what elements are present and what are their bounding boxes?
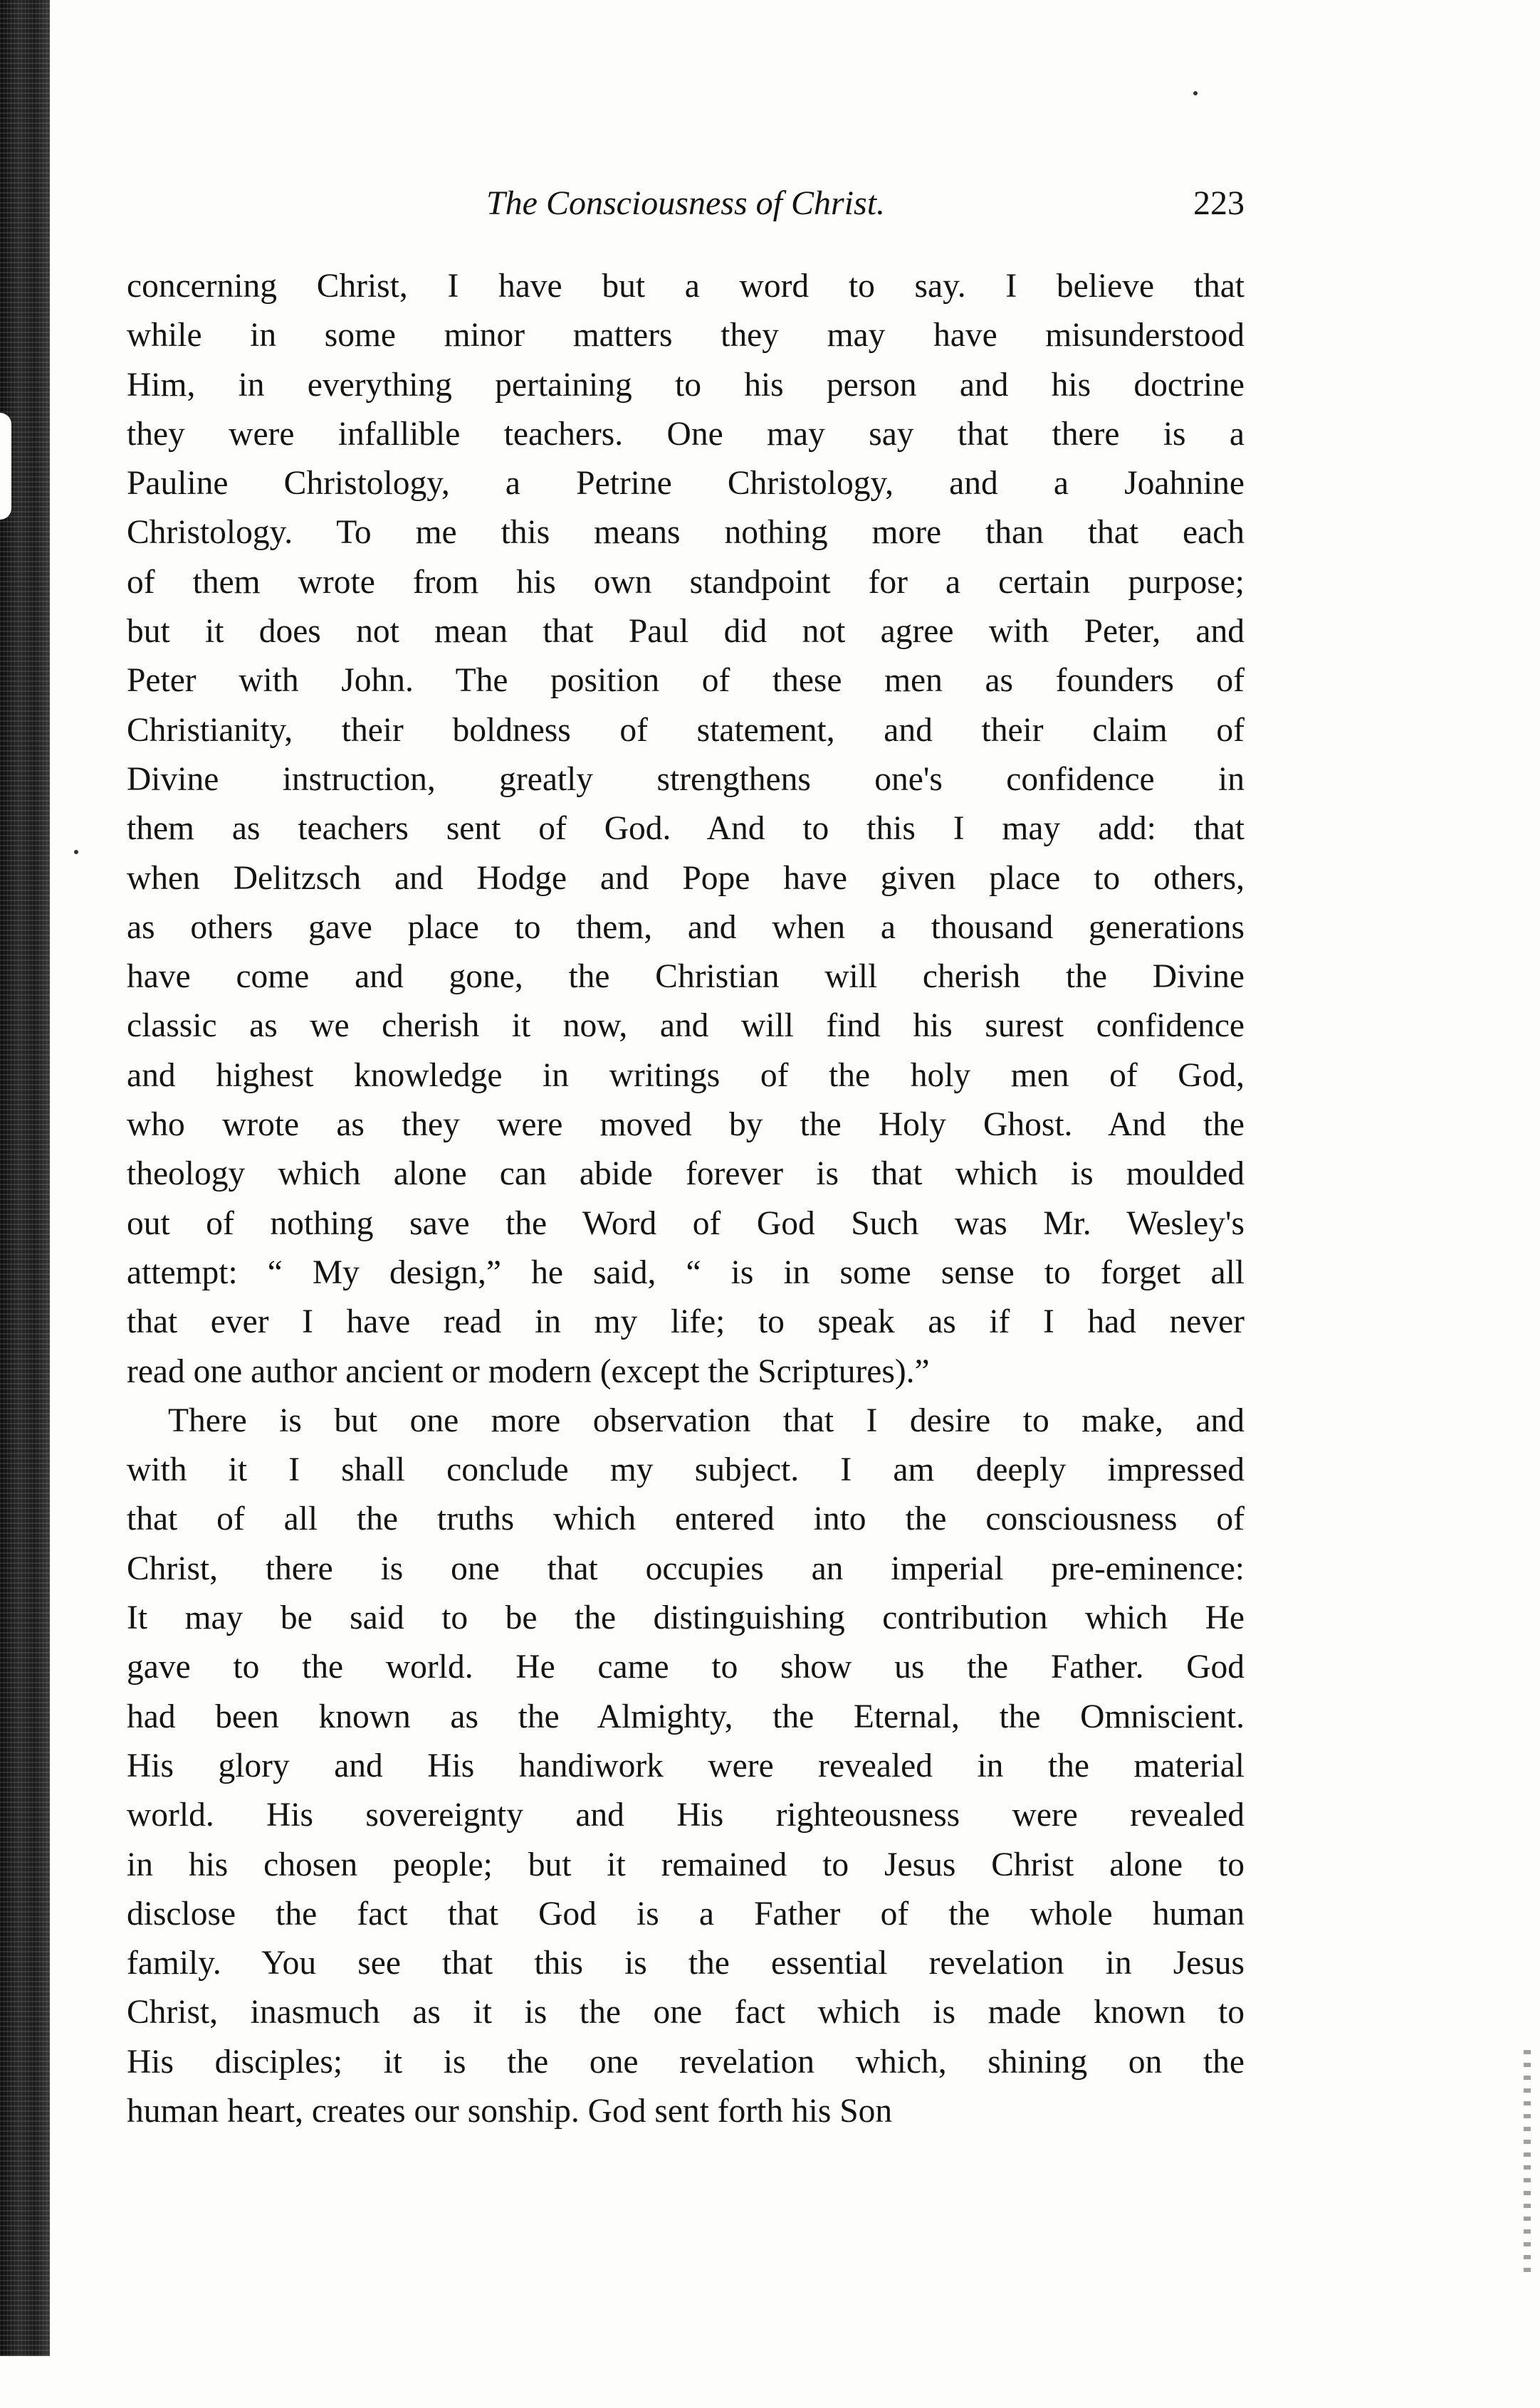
page-number: 223 <box>1193 184 1245 222</box>
text-line: gave to the world. He came to show us the Father. God <box>127 1649 1245 1686</box>
text-line: out of nothing save the Word of God Such was Mr. Wesley's <box>127 1204 1245 1242</box>
ink-speck <box>74 850 78 854</box>
text-line: while in some minor matters they may have misunderstood <box>127 317 1245 354</box>
text-line: Christ, there is one that occupies an imperial pre-eminence: <box>127 1550 1245 1587</box>
text-line: world. His sovereignty and His righteousness were revealed <box>127 1797 1245 1834</box>
running-head-title: The Consciousness of Christ. <box>486 184 886 222</box>
paragraph <box>127 262 1245 1397</box>
text-line: His disciples; it is the one revelation which, shining on the <box>127 2043 1245 2081</box>
text-line: that of all the truths which entered into the consciousness of <box>127 1500 1245 1538</box>
text-line: Divine instruction, greatly strengthens one's confidence in <box>127 760 1245 798</box>
text-line: and highest knowledge in writings of the holy men of God, <box>127 1056 1245 1094</box>
book-binding-edge <box>0 0 50 2356</box>
text-line: There is but one more observation that I desire to make, and <box>168 1402 1245 1439</box>
text-line: attempt: “ My design,” he said, “ is in some sense to forget all <box>127 1253 1245 1291</box>
text-line: with it I shall conclude my subject. I am deeply impressed <box>127 1451 1245 1489</box>
body-text <box>127 262 1245 2136</box>
text-line: them as teachers sent of God. And to this I may add: that <box>127 810 1245 848</box>
text-line: Peter with John. The position of these men as founders of <box>127 662 1245 700</box>
paragraph <box>127 1397 1245 2136</box>
text-line: read one author ancient or modern (except the Scriptures).” <box>127 1352 930 1390</box>
text-line: in his chosen people; but it remained to Jesus Christ alone to <box>127 1846 1245 1883</box>
text-line: It may be said to be the distinguishing contribution which He <box>127 1599 1245 1637</box>
text-line: have come and gone, the Christian will cherish the Divine <box>127 958 1245 996</box>
text-line: had been known as the Almighty, the Eternal, the Omniscient. <box>127 1698 1245 1735</box>
text-line: concerning Christ, I have but a word to say. I believe that <box>127 268 1245 305</box>
ink-speck <box>1193 91 1198 95</box>
text-line: but it does not mean that Paul did not agree with Peter, and <box>127 613 1245 651</box>
text-line: Christology. To me this means nothing more than that each <box>127 514 1245 552</box>
text-line: classic as we cherish it now, and will find his surest confidence <box>127 1007 1245 1045</box>
text-line: as others gave place to them, and when a thousand generations <box>127 908 1245 946</box>
text-line: Pauline Christology, a Petrine Christology, and a Joahnine <box>127 465 1245 503</box>
text-line: they were infallible teachers. One may say that there is a <box>127 415 1245 453</box>
binding-notch <box>0 413 11 520</box>
text-line: when Delitzsch and Hodge and Pope have given place to others, <box>127 859 1245 897</box>
page-edge-marks <box>1524 2050 1531 2278</box>
text-line: who wrote as they were moved by the Holy Ghost. And the <box>127 1106 1245 1144</box>
text-line: Christ, inasmuch as it is the one fact which is made known to <box>127 1994 1245 2031</box>
text-line: Him, in everything pertaining to his person and his doctrine <box>127 366 1245 404</box>
text-line: family. You see that this is the essential revelation in Jesus <box>127 1945 1245 1982</box>
text-line: His glory and His handiwork were revealed in the material <box>127 1747 1245 1784</box>
running-head <box>127 184 1245 226</box>
text-line: Christianity, their boldness of statement, and their claim of <box>127 711 1245 749</box>
text-line: theology which alone can abide forever is that which is moulded <box>127 1155 1245 1193</box>
text-line: disclose the fact that God is a Father of the whole human <box>127 1895 1245 1933</box>
text-line: of them wrote from his own standpoint for a certain purpose; <box>127 563 1245 601</box>
text-line: that ever I have read in my life; to speak as if I had never <box>127 1303 1245 1341</box>
text-line: human heart, creates our sonship. God sent forth his Son <box>127 2092 893 2130</box>
